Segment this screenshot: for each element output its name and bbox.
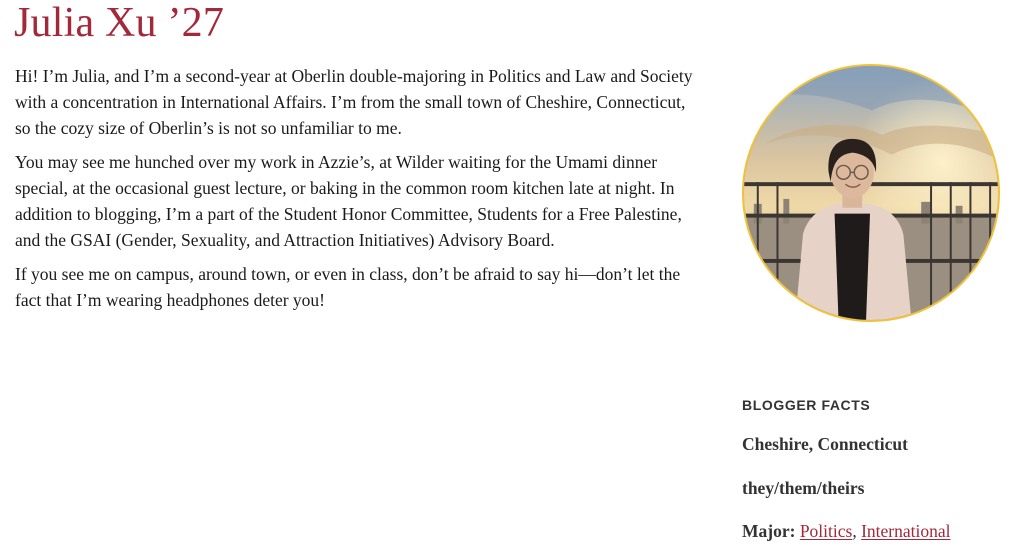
fact-major: [742, 520, 951, 542]
fact-hometown: Cheshire, Connecticut: [742, 434, 908, 454]
bio-paragraph-1: Hi! I’m Julia, and I’m a second-year at Oberlin double-majoring in Politics and Law and Society with a concentration in International Affairs. I’m from the small town of Cheshire, Connecticut, so the cozy size of Oberlin’s is not so unfamiliar to me.: [15, 66, 693, 138]
page-title: Julia Xu ’27: [14, 0, 225, 46]
major-link-international[interactable]: International: [861, 521, 951, 541]
portrait-illustration: [744, 66, 998, 320]
fact-pronouns: they/them/theirs: [742, 478, 865, 498]
blogger-facts-heading: BLOGGER FACTS: [742, 397, 871, 413]
bio-paragraph-2: You may see me hunched over my work in Azzie’s, at Wilder waiting for the Umami dinner special, at the occasional guest lecture, or baking in the common room kitchen late at night. In addition to blogging, I’m a part of the Student Honor Committee, Students for a Free Palestine, and the GSAI (Gender, Sexuality, and Attraction Initiatives) Advisory Board.: [15, 152, 682, 250]
blogger-bio: [15, 63, 705, 321]
major-label: Major:: [742, 521, 796, 541]
major-separator: ,: [852, 521, 862, 541]
blogger-portrait-photo: [742, 64, 1000, 322]
bio-paragraph-3: If you see me on campus, around town, or even in class, don’t be afraid to say hi—don’t let the fact that I’m wearing headphones deter you!: [15, 264, 681, 310]
blogger-facts: [742, 396, 1012, 541]
major-link-politics[interactable]: Politics: [799, 521, 853, 541]
